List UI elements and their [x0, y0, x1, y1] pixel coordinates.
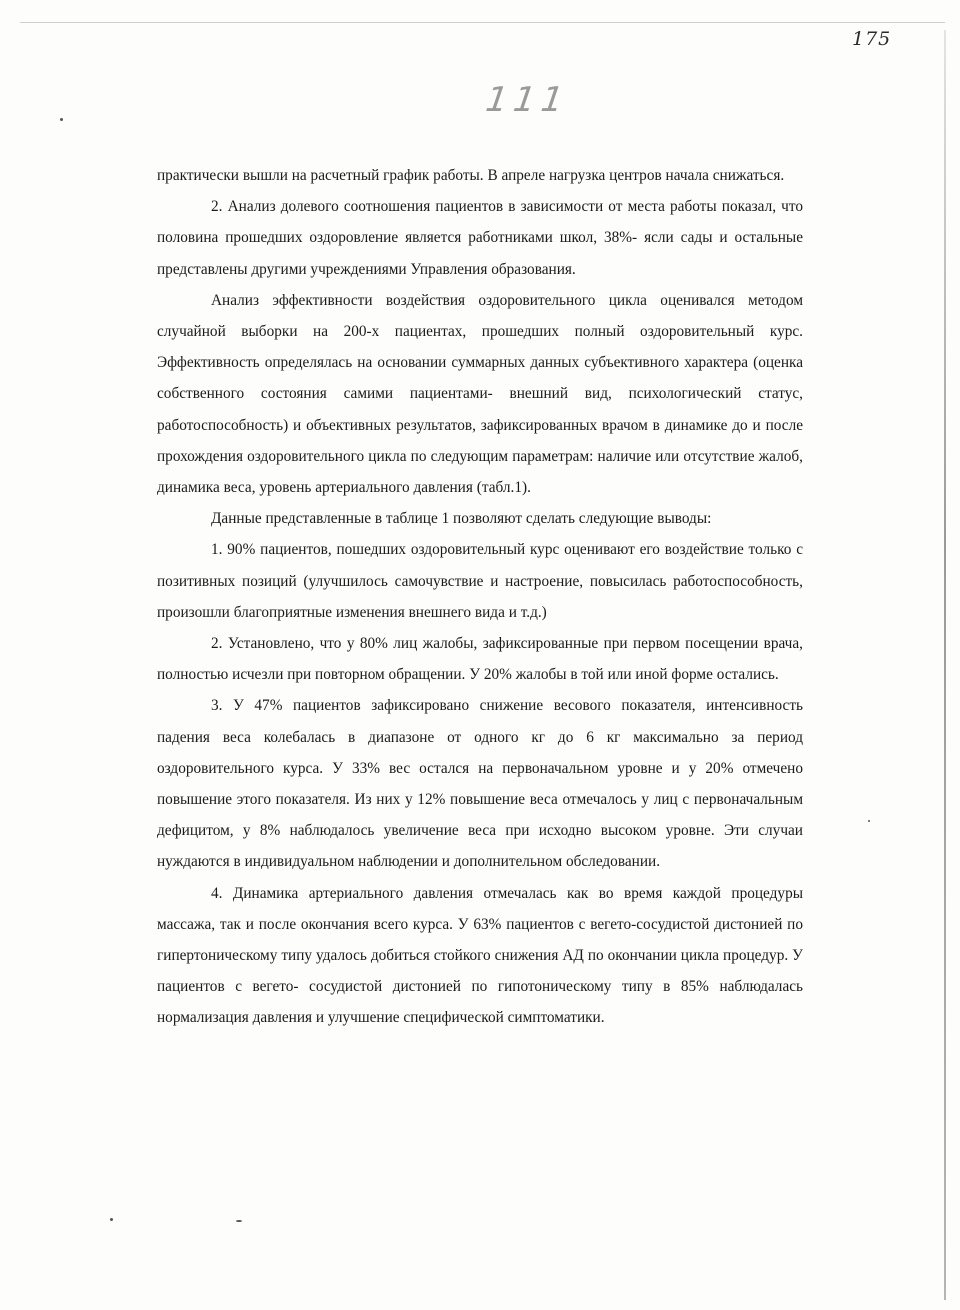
scan-speck [110, 1218, 113, 1221]
scan-speck [236, 1220, 242, 1222]
document-body [157, 160, 803, 1034]
scan-speck [868, 820, 870, 822]
scan-speck [60, 118, 63, 121]
paragraph-conclusion-4: 4. Динамика артериального давления отмечалась как во время каждой процедуры массажа, так и после окончания всего курса. У 63% пациентов с вегето-сосудистой дистонией по гипертоническому типу удалось добиться стойкого снижения АД по окончании цикла процедур. У пациентов с вегето- сосудистой дистонией по гипотоническому типу в 85% наблюдалась нормализация давления и улучшение специфической симптоматики. [157, 884, 803, 1027]
paragraph-conclusion-3: 3. У 47% пациентов зафиксировано снижение весового показателя, интенсивность падения веса колебалась в диапазоне от одного кг до 6 кг максимально за период оздоровительного курса. У 33% вес остался на первоначальном уровне и у 20% отмечено повышение этого показателя. Из них у 12% повышение веса отмечалось у лиц с первоначальным дефицитом, у 8% наблюдалось увеличение веса при исходно высоком уровне. Эти случаи нуждаются в индивидуальном наблюдении и дополнительном обследовании. [157, 697, 803, 871]
paragraph-continuation: практически вышли на расчетный график работы. В апреле нагрузка центров начала снижаться. [157, 167, 785, 184]
paragraph-conclusions-intro: Данные представленные в таблице 1 позволяют сделать следующие выводы: [211, 510, 712, 528]
scan-edge-right [944, 30, 946, 1300]
paragraph-point-2-workplace: 2. Анализ долевого соотношения пациентов в зависимости от места работы показал, что половина прошедших оздоровление является работниками школ, 38%- ясли сады и остальные представлены другими учреждениями Управления образования. [157, 198, 803, 278]
scan-edge-top [20, 22, 945, 23]
handwritten-archive-mark: 111 [483, 80, 572, 120]
paragraph-conclusion-1: 1. 90% пациентов, пошедших оздоровительный курс оценивают его воздействие только с позитивных позиций (улучшилось самочувствие и настроение, повысилась работоспособность, произошли благоприятные изменения внешнего вида и т.д.) [157, 541, 803, 621]
paragraph-effectiveness-analysis: Анализ эффективности воздействия оздоровительного цикла оценивался методом случайной выборки на 200-х пациентах, прошедших полный оздоровительный курс. Эффективность определялась на основании суммарных данных субъективного характера (оценка собственного состояния самими пациентами- внешний вид, психологический статус, работоспособность) и объективных результатов, зафиксированных врачом в динамике до и после прохождения оздоровительного цикла по следующим параметрам: наличие или отсутствие жалоб, динамика веса, уровень артериального давления (табл.1). [157, 291, 803, 497]
paragraph-conclusion-2: 2. Установлено, что у 80% лиц жалобы, зафиксированные при первом посещении врача, полностью исчезли при повторном обращении. У 20% жалобы в той или иной форме остались. [157, 635, 803, 684]
page-number: 175 [852, 28, 892, 50]
